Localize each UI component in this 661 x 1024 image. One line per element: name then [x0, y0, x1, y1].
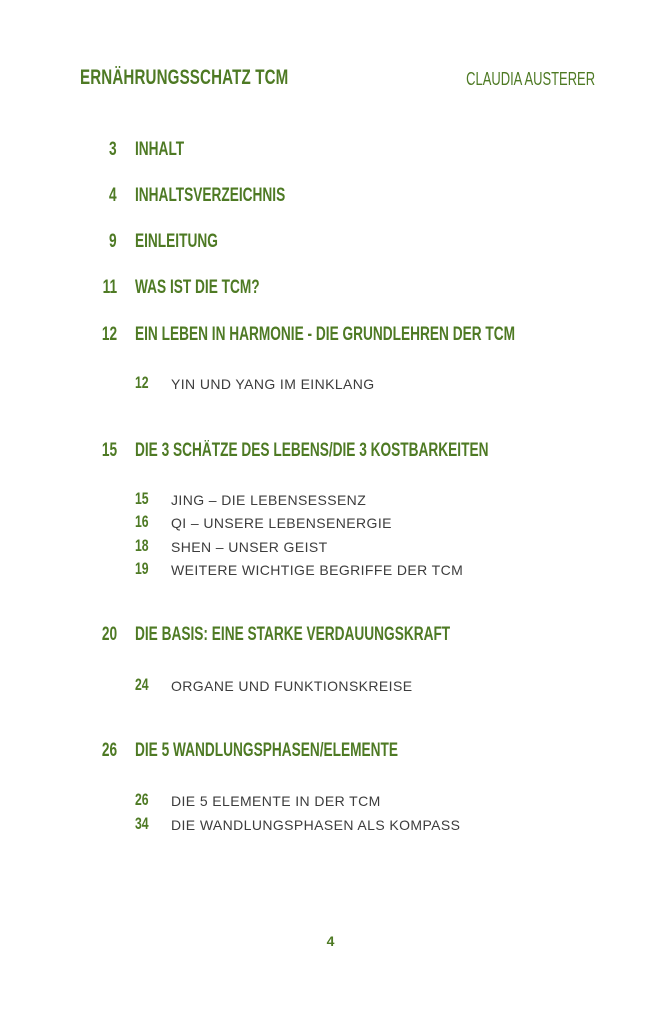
toc-subentry-page: 15	[135, 489, 149, 508]
toc-entry	[0, 324, 661, 350]
toc-entry-page: 9	[109, 231, 117, 252]
toc-subentry	[0, 512, 661, 537]
toc-entry-title: EIN LEBEN IN HARMONIE - DIE GRUNDLEHREN DER TCM	[135, 324, 516, 345]
toc-subentry-title: QI – UNSERE LEBENSENERGIE	[171, 515, 392, 531]
toc-subentry-page: 26	[135, 790, 149, 809]
toc-subentry-title: DIE WANDLUNGSPHASEN ALS KOMPASS	[171, 817, 461, 833]
toc-subentry	[0, 536, 661, 561]
toc-subentry	[0, 790, 661, 815]
toc-subentry-title: SHEN – UNSER GEIST	[171, 539, 328, 555]
toc-entry-page: 3	[109, 139, 117, 160]
toc-entry-page: 20	[101, 624, 117, 645]
author-name: CLAUDIA AUSTERER	[466, 69, 595, 89]
toc-entry-title: DIE 3 SCHÄTZE DES LEBENS/DIE 3 KOSTBARKEITEN	[135, 440, 489, 461]
toc-entry-page: 12	[101, 324, 117, 345]
toc-entry	[0, 139, 661, 165]
toc-entry	[0, 624, 661, 650]
toc-entry-title: DIE BASIS: EINE STARKE VERDAUUNGSKRAFT	[135, 624, 451, 645]
toc-subentry	[0, 814, 661, 839]
toc-subentry-title: DIE 5 ELEMENTE IN DER TCM	[171, 793, 381, 809]
toc-subentry	[0, 373, 661, 398]
toc-entry-title: WAS IST DIE TCM?	[135, 277, 260, 298]
toc-entry-title: DIE 5 WANDLUNGSPHASEN/ELEMENTE	[135, 740, 398, 761]
toc-subentry-page: 18	[135, 536, 149, 555]
book-title: ERNÄHRUNGSSCHATZ TCM	[80, 66, 289, 89]
toc-entry-title: EINLEITUNG	[135, 231, 218, 252]
toc-entry	[0, 740, 661, 766]
page-number: 4	[326, 933, 335, 949]
toc-subentry-page: 12	[135, 373, 149, 392]
toc-subentry	[0, 559, 661, 584]
toc-subentry-title: WEITERE WICHTIGE BEGRIFFE DER TCM	[171, 562, 464, 578]
toc-entry	[0, 440, 661, 466]
toc-entry-title: INHALTSVERZEICHNIS	[135, 185, 286, 206]
toc-entry-page: 4	[109, 185, 117, 206]
toc-entry	[0, 277, 661, 303]
toc-subentry-title: ORGANE UND FUNKTIONSKREISE	[171, 678, 413, 694]
toc-entry-title: INHALT	[135, 139, 185, 160]
toc-subentry	[0, 675, 661, 700]
toc-subentry	[0, 489, 661, 514]
toc-entry-page: 15	[101, 440, 117, 461]
toc-subentry-page: 16	[135, 512, 149, 531]
toc-subentry-page: 34	[135, 814, 149, 833]
toc-subentry-title: JING – DIE LEBENSESSENZ	[171, 492, 367, 508]
toc-entry-page: 11	[102, 277, 117, 298]
toc-subentry-page: 19	[135, 559, 149, 578]
toc-subentry-title: YIN UND YANG IM EINKLANG	[171, 376, 375, 392]
toc-subentry-page: 24	[135, 675, 149, 694]
toc-entry-page: 26	[101, 740, 117, 761]
toc-entry	[0, 185, 661, 211]
toc-entry	[0, 231, 661, 257]
